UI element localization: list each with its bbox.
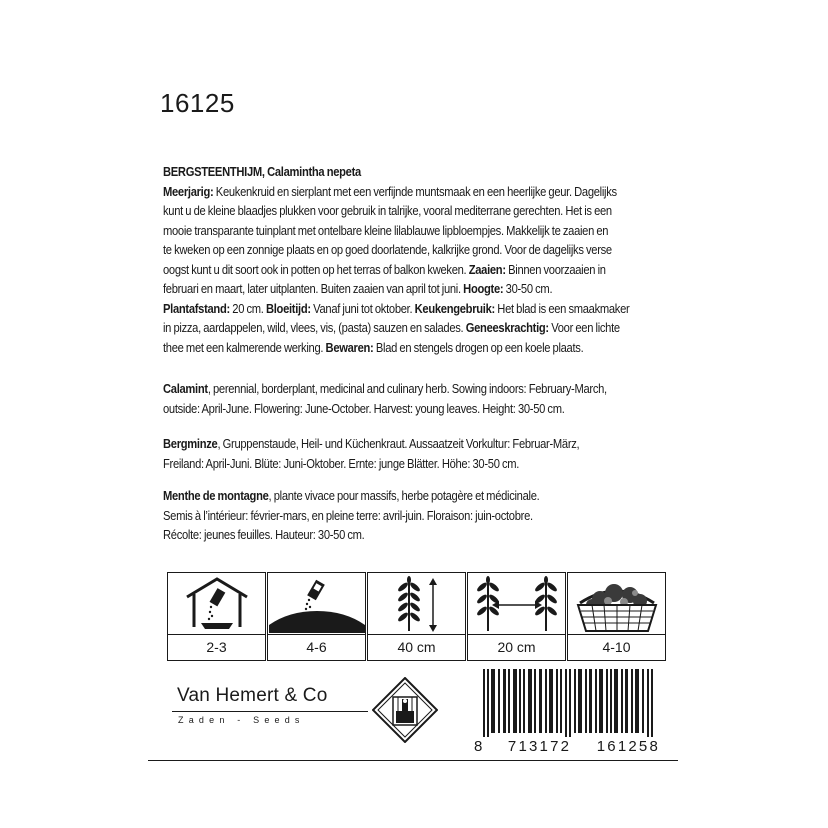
- text-line: [163, 506, 682, 526]
- bold-term: Bewaren:: [325, 339, 374, 355]
- icon-label: 40 cm: [397, 639, 436, 655]
- harvest-basket-icon: [568, 573, 665, 635]
- barcode-number: [474, 738, 660, 755]
- text-run: outside: April-June. Flowering: June-October. Harvest: young leaves. Height: 30-50 cm.: [163, 400, 565, 416]
- bold-term: Plantafstand:: [163, 300, 230, 316]
- text-run: Freiland: April-Juni. Blüte: Juni-Oktober. Ernte: junge Blätter. Höhe: 30-50 cm.: [163, 455, 520, 471]
- brand-name: Van Hemert & Co: [177, 685, 328, 706]
- bottom-rule: [148, 760, 678, 761]
- french-description: [163, 486, 682, 545]
- text-run: , perennial, borderplant, medicinal and culinary herb. Sowing indoors: February-March,: [207, 381, 607, 396]
- text-run: te kweken op een zonnige plaats en op goed doorlatende, kalkrijke grond. Voor de dagelijks verse: [163, 242, 612, 257]
- text-line: [163, 379, 682, 399]
- text-run: mooie transparante tuinplant met ontelbare kleine lilablauwe lipbloempjes. Makkelijk te zaaien en: [163, 222, 609, 238]
- icon-cell-outdoor-sowing: [267, 572, 366, 661]
- icon-label: 4-10: [602, 639, 631, 655]
- bold-term: Hoogte:: [463, 281, 504, 296]
- text-line: [163, 221, 682, 241]
- text-line: [163, 486, 682, 506]
- text-line: [163, 338, 682, 358]
- text-line: [163, 162, 682, 182]
- text-line: [163, 399, 682, 419]
- text-run: Blad en stengels drogen op een koele plaats.: [373, 339, 584, 355]
- text-run: , Gruppenstaude, Heil- und Küchenkraut. Aussaatzeit Vorkultur: Februar-März,: [217, 436, 580, 451]
- text-line: [163, 260, 682, 280]
- bold-term: Geneeskrachtig:: [465, 320, 549, 335]
- text-run: kunt u de kleine blaadjes plukken voor gebruik in talrijke, vooral mediterrane gerechten. Het is een: [163, 203, 612, 218]
- german-description: [163, 434, 682, 473]
- brand-tagline: Zaden - Seeds: [178, 715, 305, 725]
- product-code: 16125: [160, 88, 235, 118]
- barcode-digit-prefix: 8: [474, 738, 483, 755]
- english-description: [163, 379, 682, 418]
- bold-term: Bergminze: [163, 436, 218, 451]
- bold-term: Menthe de montagne: [163, 488, 269, 503]
- text-line: [163, 201, 682, 221]
- icon-label: 4-6: [306, 639, 327, 655]
- text-line: [163, 299, 682, 319]
- barcode-icon: [474, 669, 660, 737]
- text-run: , plante vivace pour massifs, herbe potagère et médicinale.: [268, 488, 540, 503]
- brand-divider: [172, 711, 368, 712]
- text-line: [163, 240, 682, 260]
- text-run: Voor een lichte: [548, 320, 620, 335]
- text-line: [163, 454, 682, 474]
- barcode-digits-left: 713172: [507, 738, 572, 755]
- text-line: [163, 434, 682, 454]
- text-run: thee met een kalmerende werking.: [163, 339, 326, 355]
- text-run: februari en maart, later uitplanten. Buiten zaaien van april tot juni.: [163, 281, 464, 296]
- icon-cell-plant-spacing: [467, 572, 566, 661]
- text-line: [163, 182, 682, 202]
- icon-label: 20 cm: [497, 639, 536, 655]
- plant-height-icon: [368, 573, 465, 635]
- text-run: Semis à l’intérieur: février-mars, en pleine terre: avril-juin. Floraison: juin-octobre.: [163, 507, 533, 523]
- text-run: Récolte: jeunes feuilles. Hauteur: 30-50 cm.: [163, 527, 365, 542]
- text-run: in pizza, aardappelen, wild, vlees, vis, (pasta) sauzen en salades.: [163, 320, 466, 335]
- plant-spacing-icon: [468, 573, 565, 635]
- text-run: Het blad is een smaakmaker: [494, 300, 630, 316]
- barcode-digits-right: 161258: [596, 738, 660, 755]
- brand-logo: [172, 685, 372, 725]
- bold-term: Keukengebruik:: [414, 300, 495, 316]
- text-run: 20 cm.: [229, 300, 266, 316]
- dutch-description: [163, 162, 682, 357]
- bold-term: BERGSTEENTHIJM,: [163, 164, 268, 179]
- text-run: Vanaf juni tot oktober.: [310, 300, 415, 316]
- outdoor-sowing-icon: [268, 573, 365, 635]
- bold-term: Calamintha nepeta: [267, 164, 361, 179]
- quality-seal-icon: [372, 677, 438, 748]
- growing-info-icons: [167, 572, 666, 661]
- icon-cell-harvest: [567, 572, 666, 661]
- text-run: oogst kunt u dit soort ook in potten op het terras of balkon kweken.: [163, 261, 469, 277]
- bold-term: Bloeitijd:: [265, 300, 311, 316]
- text-run: Binnen voorzaaien in: [505, 261, 606, 277]
- icon-cell-plant-height: [367, 572, 466, 661]
- text-line: [163, 279, 682, 299]
- bold-term: Calamint: [163, 381, 208, 396]
- text-run: Keukenkruid en sierplant met een verfijnde muntsmaak en een heerlijke geur. Dagelijks: [213, 183, 617, 199]
- text-line: [163, 318, 682, 338]
- text-line: [163, 525, 682, 545]
- icon-label: 2-3: [206, 639, 227, 655]
- indoor-sowing-icon: [168, 573, 265, 635]
- bold-term: Zaaien:: [468, 261, 506, 277]
- bold-term: Meerjarig:: [163, 183, 214, 199]
- text-run: 30-50 cm.: [503, 281, 553, 296]
- icon-cell-indoor-sowing: [167, 572, 266, 661]
